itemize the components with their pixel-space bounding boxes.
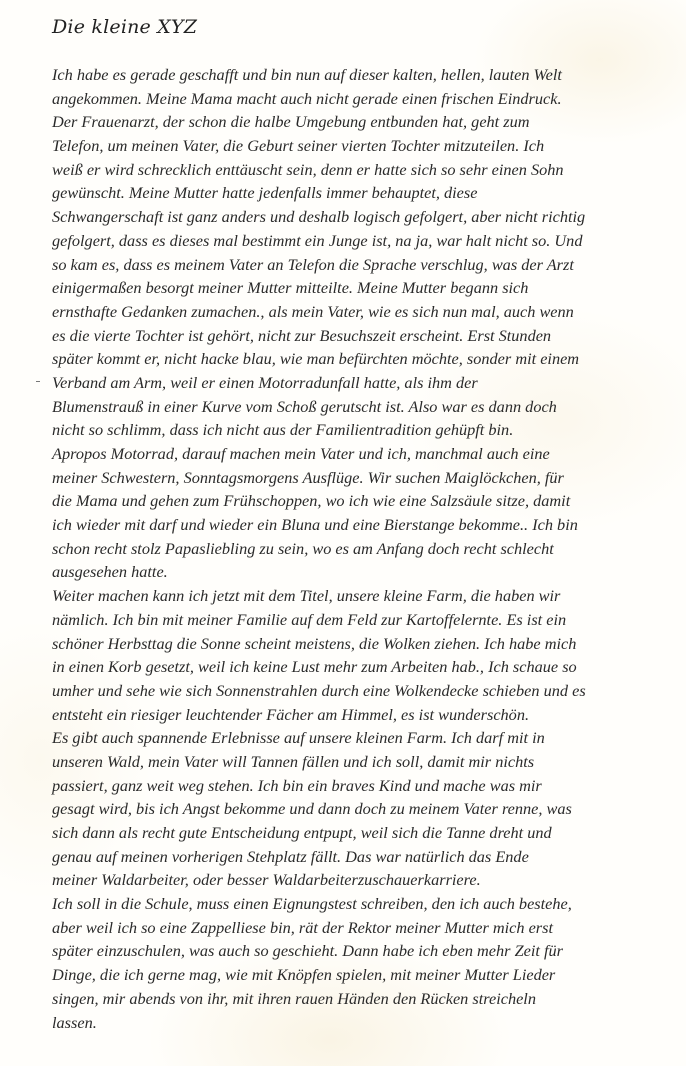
text-line: gewünscht. Meine Mutter hatte jedenfalls immer behauptet, diese (52, 183, 478, 203)
text-line: lassen. (52, 1012, 97, 1032)
text-line: so kam es, dass es meinem Vater an Telefon die Sprache verschlug, was der Arzt (52, 254, 574, 274)
text-line: Ich soll in die Schule, muss einen Eignungstest schreiben, den ich auch bestehe, (52, 894, 572, 914)
text-line: Blumenstrauß in einer Kurve vom Schoß gerutscht ist. Also war es dann doch (52, 396, 557, 416)
text-line: ernsthafte Gedanken zumachen., als mein Vater, wie es sich nun mal, auch wenn (52, 301, 574, 321)
text-line: sich dann als recht gute Entscheidung entpupt, weil sich die Tanne dreht und (52, 823, 552, 842)
text-line: meiner Waldarbeiter, oder besser Waldarbeiterzuschauerkarriere. (52, 870, 481, 890)
margin-mark (36, 381, 40, 382)
text-line: Telefon, um meinen Vater, die Geburt seiner vierten Tochter mitzuteilen. Ich (52, 136, 545, 156)
text-line: Es gibt auch spannende Erlebnisse auf unsere kleinen Farm. Ich darf mit in (52, 728, 545, 748)
text-line: aber weil ich so eine Zappelliese bin, rät der Rektor meiner Mutter mich erst (52, 917, 554, 937)
text-line: gesagt wird, bis ich Angst bekomme und dann doch zu meinem Vater renne, was (52, 799, 572, 819)
text-line: Schwangerschaft ist ganz anders und deshalb logisch gefolgert, aber nicht richtig (52, 207, 586, 227)
text-line: entsteht ein riesiger leuchtender Fächer am Himmel, es ist wunderschön. (52, 704, 530, 724)
text-line: einigermaßen besorgt meiner Mutter mitteilte. Meine Mutter begann sich (52, 278, 529, 298)
text-line: ausgesehen hatte. (52, 562, 168, 582)
text-line: angekommen. Meine Mama macht auch nicht gerade einen frischen Eindruck. (52, 88, 562, 108)
text-line: Ich habe es gerade geschafft und bin nun auf dieser kalten, hellen, lauten Welt (52, 65, 562, 84)
text-line: gefolgert, dass es dieses mal bestimmt ein Junge ist, na ja, war halt nicht so. Und (52, 230, 583, 250)
text-line: singen, mir abends von ihr, mit ihren rauen Händen den Rücken streicheln (52, 988, 536, 1008)
text-line: später kommt er, nicht hacke blau, wie man befürchten möchte, sonder mit einem (52, 349, 580, 369)
text-line: umher und sehe wie sich Sonnenstrahlen durch eine Wolkendecke schieben und es (52, 680, 586, 700)
text-line: Dinge, die ich gerne mag, wie mit Knöpfen spielen, mit meiner Mutter Lieder (52, 965, 556, 985)
text-line: unseren Wald, mein Vater will Tannen fällen und ich soll, damit mir nichts (52, 751, 535, 771)
text-line: genau auf meinen vorherigen Stehplatz fällt. Das war natürlich das Ende (52, 846, 529, 866)
text-line: die Mama und gehen zum Frühschoppen, wo ich wie eine Salzsäule sitze, damit (52, 491, 571, 511)
text-line: passiert, ganz weit weg stehen. Ich bin ein braves Kind und mache was mir (52, 775, 542, 795)
text-line: nämlich. Ich bin mit meiner Familie auf dem Feld zur Kartoffelernte. Es ist ein (52, 609, 567, 629)
text-line: ich wieder mit darf und wieder ein Bluna und eine Bierstange bekomme.. Ich bin (52, 515, 578, 535)
text-line: meiner Schwestern, Sonntagsmorgens Ausflüge. Wir suchen Maiglöckchen, für (52, 467, 564, 487)
text-line: nicht so schlimm, dass ich nicht aus der Familientradition gehüpft bin. (52, 420, 514, 440)
text-line: Apropos Motorrad, darauf machen mein Vater und ich, manchmal auch eine (52, 444, 550, 463)
text-line: schon recht stolz Papasliebling zu sein, wo es am Anfang doch recht schlecht (52, 538, 554, 558)
text-line: Verband am Arm, weil er einen Motorradunfall hatte, als ihm der (52, 372, 478, 392)
document-title: Die kleine XYZ (52, 16, 198, 38)
text-line: später einzuschulen, was auch so geschieht. Dann habe ich eben mehr Zeit für (52, 941, 563, 961)
text-line: es die vierte Tochter ist gehört, nicht zur Besuchszeit erscheint. Erst Stunden (52, 325, 552, 345)
text-line: Weiter machen kann ich jetzt mit dem Titel, unsere kleine Farm, die haben wir (52, 586, 561, 606)
text-line: in einen Korb gesetzt, weil ich keine Lust mehr zum Arbeiten hab., Ich schaue so (52, 657, 577, 677)
text-line: Der Frauenarzt, der schon die halbe Umgebung entbunden hat, geht zum (52, 112, 530, 132)
document-body (52, 63, 680, 1034)
text-line: weiß er wird schrecklich enttäuscht sein, denn er hatte sich so sehr einen Sohn (52, 159, 564, 179)
text-line: schöner Herbsttag die Sonne scheint meistens, die Wolken ziehen. Ich habe mich (52, 633, 577, 653)
